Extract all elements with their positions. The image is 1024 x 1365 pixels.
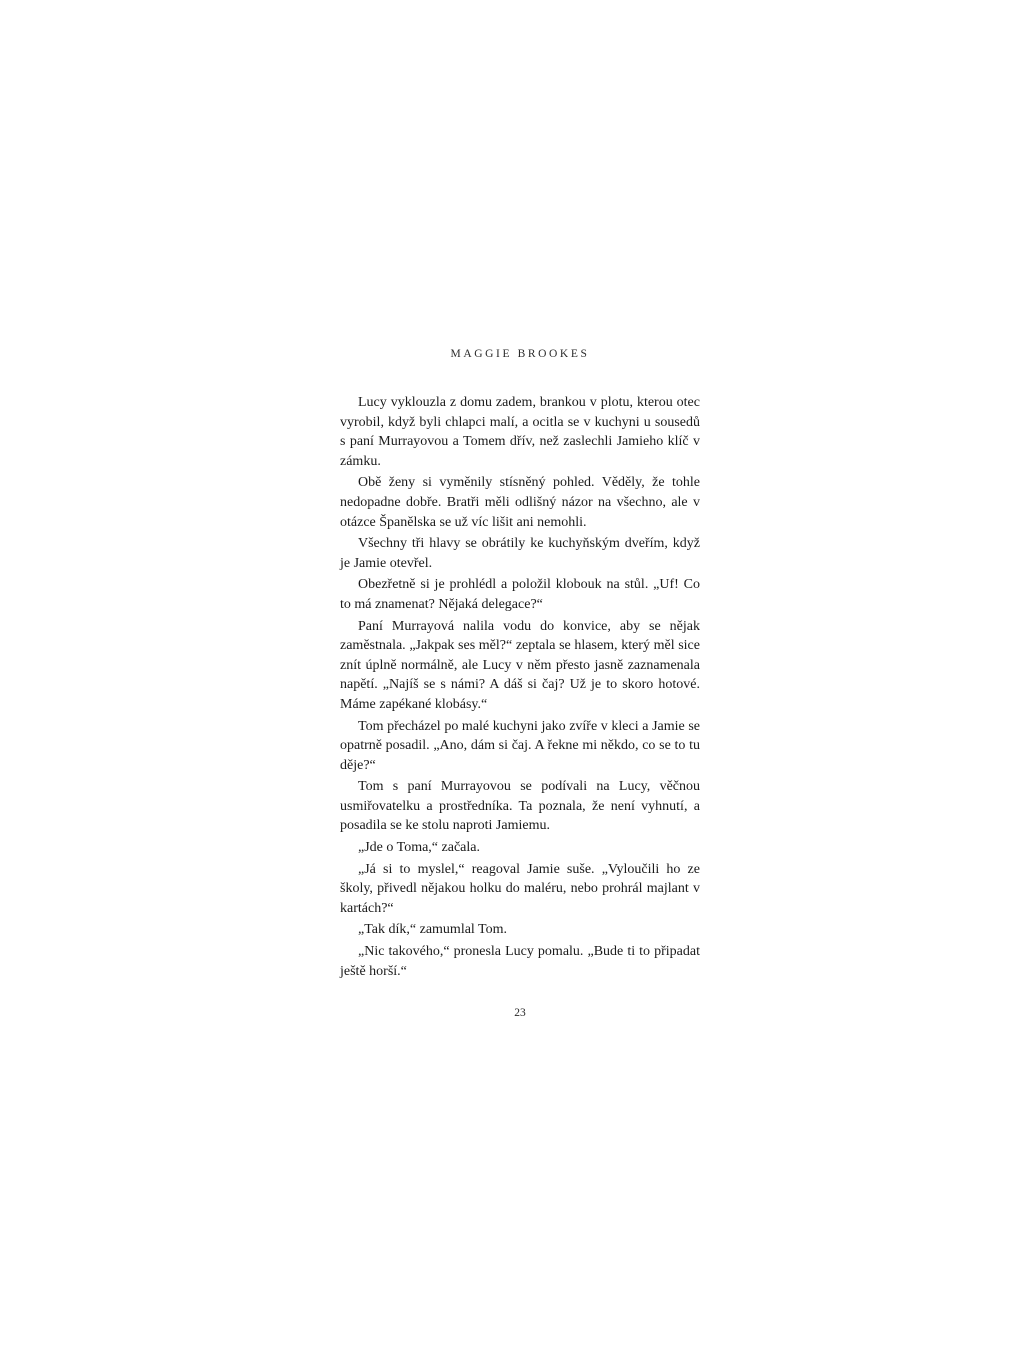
paragraph: „Nic takového,“ pronesla Lucy pomalu. „Bude ti to připadat ještě horší.“ (340, 944, 700, 979)
body-text (340, 393, 700, 983)
paragraph: Tom přecházel po malé kuchyni jako zvíře v kleci a Jamie se opatrně posadil. „Ano, dám si čaj. A řekne mi někdo, co se to tu děje?“ (340, 718, 700, 773)
paragraph: Všechny tři hlavy se obrátily ke kuchyňským dveřím, když je Jamie otevřel. (340, 536, 700, 571)
paragraph: „Jde o Toma,“ začala. (358, 840, 480, 856)
running-head: MAGGIE BROOKES (450, 348, 590, 360)
paragraph: „Já si to myslel,“ reagoval Jamie suše. „Vyloučili ho ze školy, přivedl nějakou holku do maléru, nebo prohrál majlant v kartách?“ (340, 861, 700, 916)
paragraph: Obezřetně si je prohlédl a položil klobouk na stůl. „Uf! Co to má znamenat? Nějaká delegace?“ (340, 577, 700, 612)
paragraph: Lucy vyklouzla z domu zadem, brankou v plotu, kterou otec vyrobil, když byli chlapci malí, a ocitla se v kuchyni u sousedů s paní Murrayovou a Tomem dřív, než zaslechli Jamieho klíč v zámku. (340, 395, 700, 469)
page-number: 23 (514, 1007, 526, 1019)
paragraph: Tom s paní Murrayovou se podívali na Lucy, věčnou usmiřovatelku a prostředníka. Ta poznala, že není vyhnutí, a posadila se ke stolu naproti Jamiemu. (340, 779, 700, 834)
paragraph: Obě ženy si vyměnily stísněný pohled. Věděly, že tohle nedopadne dobře. Bratři měli odlišný názor na všechno, ale v otázce Španělska se už víc lišit ani nemohli. (340, 475, 700, 530)
paragraph: Paní Murrayová nalila vodu do konvice, aby se nějak zaměstnala. „Jakpak ses měl?“ zeptala se hlasem, který měl sice znít úplně normálně, ale Lucy v něm přesto jasně zaznamenala napětí. „Najíš se s námi? A dáš si čaj? Už je to skoro hotové. Máme zapékané klobásy.“ (340, 618, 700, 712)
paragraph: „Tak dík,“ zamumlal Tom. (358, 922, 508, 938)
